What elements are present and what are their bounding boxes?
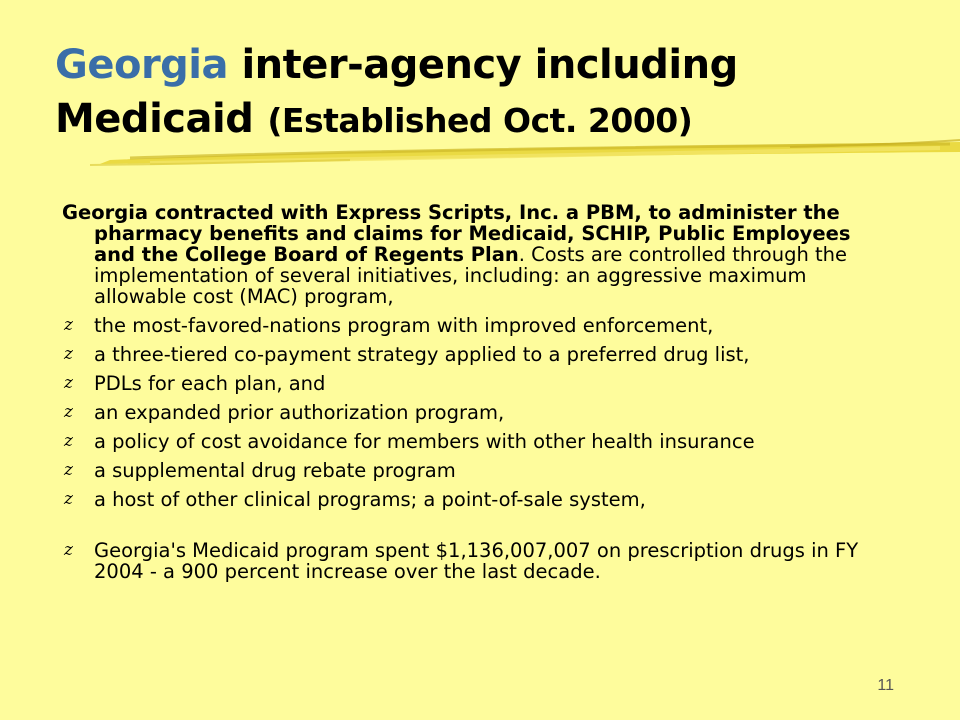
intro-bold-text: Georgia contracted with Express Scripts, Inc. a PBM, to administer the pharmacy benefits and claims for Medicaid, SCHIP, Public Employees and the College Board of Regents Plan: [62, 201, 851, 266]
list-item-text: an expanded prior authorization program,: [94, 401, 505, 424]
list-item: [62, 460, 892, 481]
list-item-text: PDLs for each plan, and: [94, 372, 326, 395]
list-item-text: the most-favored-nations program with improved enforcement,: [94, 314, 714, 337]
list-item-text: a host of other clinical programs; a point-of-sale system,: [94, 488, 646, 511]
page-number: 11: [877, 677, 894, 694]
list-item: [62, 373, 892, 394]
title-line-1: [55, 38, 935, 92]
bullet-icon: z: [64, 344, 73, 364]
list-item-text: a three-tiered co-payment strategy applied to a preferred drug list,: [94, 343, 750, 366]
bullet-icon: z: [64, 402, 73, 422]
list-item: [62, 344, 892, 365]
bullet-icon: z: [64, 373, 73, 393]
bullet-icon: z: [64, 315, 73, 335]
bullet-icon: z: [64, 489, 73, 509]
list-item: [62, 489, 892, 510]
list-item: [62, 431, 892, 452]
initiatives-list: [62, 315, 892, 582]
list-item: [62, 402, 892, 423]
list-item: [62, 540, 892, 582]
title-line-1-rest: inter-agency including: [241, 42, 738, 88]
list-item-text: a policy of cost avoidance for members with other health insurance: [94, 430, 755, 453]
bullet-icon: z: [64, 460, 73, 480]
slide-body: [62, 202, 892, 582]
title-line-2-main: Medicaid: [55, 96, 254, 142]
slide-title: [55, 38, 935, 148]
title-accent-word: Georgia: [55, 42, 229, 88]
intro-rest-text: . Costs are controlled through the implementation of several initiatives, including: an aggressive maximum allowable cost (MAC) program,: [94, 243, 848, 308]
list-item: [62, 315, 892, 336]
bullet-icon: z: [64, 540, 73, 560]
list-item-text: a supplemental drug rebate program: [94, 459, 456, 482]
title-parenthetical: (Established Oct. 2000): [267, 101, 693, 140]
bullet-icon: z: [64, 431, 73, 451]
brush-stroke-underline: [90, 138, 960, 172]
intro-paragraph: [62, 202, 892, 307]
list-item-text: Georgia's Medicaid program spent $1,136,007,007 on prescription drugs in FY 2004 - a 900 percent increase over the last decade.: [94, 539, 859, 583]
